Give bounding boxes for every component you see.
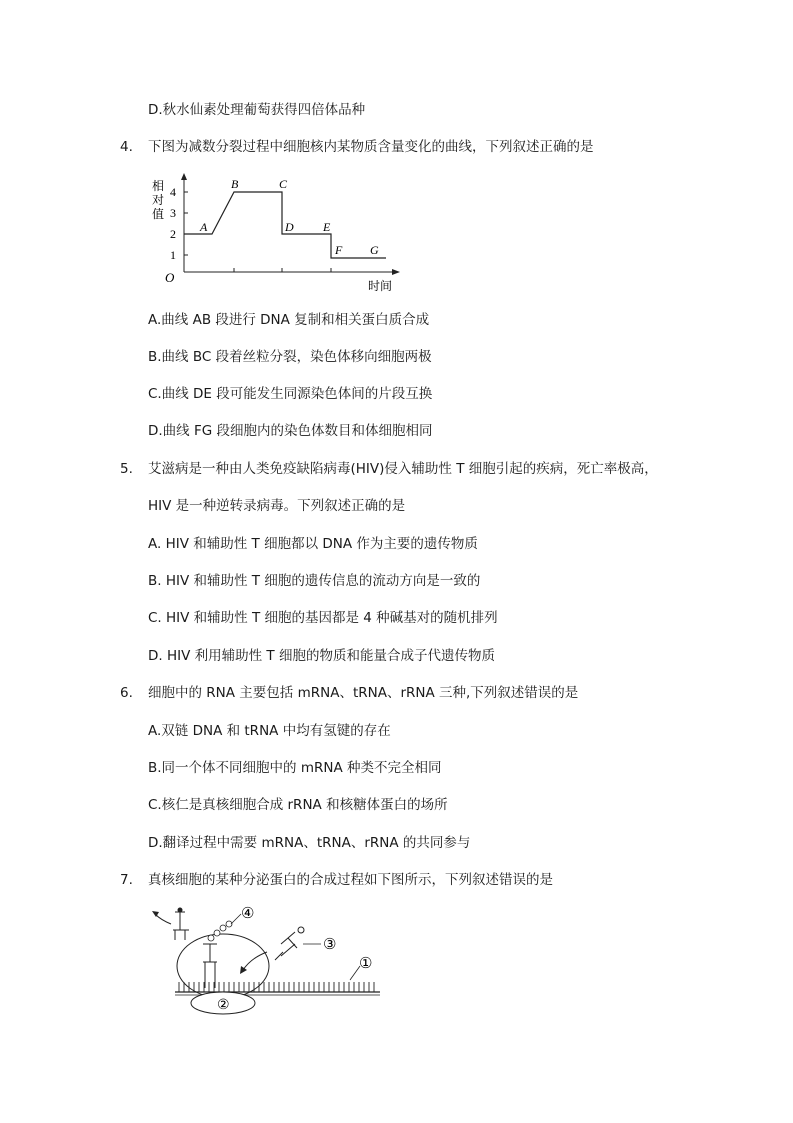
q7-translation-figure bbox=[145, 900, 395, 1020]
q6-option-d: D.翻译过程中需要 mRNA、tRNA、rRNA 的共同参与 bbox=[148, 835, 471, 851]
q5-option-d: D. HIV 利用辅助性 T 细胞的物质和能量合成子代遗传物质 bbox=[148, 648, 495, 664]
q4-option-b: B.曲线 BC 段着丝粒分裂，染色体移向细胞两极 bbox=[148, 349, 432, 365]
exit-arrow bbox=[155, 914, 171, 924]
q3-option-d: D.秋水仙素处理葡萄获得四倍体品种 bbox=[148, 102, 366, 118]
entry-arrowhead bbox=[240, 966, 247, 974]
y-tick-label-3: 3 bbox=[170, 206, 176, 220]
y-tick-label-1: 1 bbox=[170, 248, 176, 262]
origin-label: O bbox=[165, 270, 175, 285]
x-axis-arrow bbox=[392, 269, 400, 275]
point-g-label: G bbox=[370, 243, 379, 257]
q6-option-a: A.双链 DNA 和 tRNA 中均有氢键的存在 bbox=[148, 723, 391, 739]
mrna-bases bbox=[179, 982, 374, 992]
q4-option-c: C.曲线 DE 段可能发生同源染色体间的片段互换 bbox=[148, 386, 433, 402]
label-circled-3: ③ bbox=[323, 937, 337, 953]
q4-number: 4. bbox=[120, 139, 133, 155]
q5-option-c: C. HIV 和辅助性 T 细胞的基因都是 4 种碱基对的随机排列 bbox=[148, 610, 498, 626]
point-a-label: A bbox=[200, 220, 208, 234]
q5-number: 5. bbox=[120, 461, 133, 477]
point-b-label: B bbox=[231, 177, 239, 191]
entry-arrow bbox=[243, 952, 267, 970]
q6-option-b: B.同一个体不同细胞中的 mRNA 种类不完全相同 bbox=[148, 760, 442, 776]
trna-incoming bbox=[275, 927, 304, 960]
q4-figure-chart bbox=[148, 172, 408, 297]
label-circled-4: ④ bbox=[241, 906, 255, 922]
point-e-label: E bbox=[323, 220, 331, 234]
q4-ylabel-3: 值 bbox=[152, 207, 165, 221]
q7-number: 7. bbox=[120, 872, 133, 888]
leader-4 bbox=[231, 914, 241, 924]
q5-option-b: B. HIV 和辅助性 T 细胞的遗传信息的流动方向是一致的 bbox=[148, 573, 481, 589]
label-circled-2: ② bbox=[217, 998, 230, 1013]
q4-stem: 下图为减数分裂过程中细胞核内某物质含量变化的曲线，下列叙述正确的是 bbox=[148, 139, 594, 155]
point-f-label: F bbox=[335, 243, 343, 257]
q4-option-a: A.曲线 AB 段进行 DNA 复制和相关蛋白质合成 bbox=[148, 312, 430, 328]
q4-ylabel-2: 对 bbox=[152, 193, 165, 207]
q5-stem-line2: HIV 是一种逆转录病毒。下列叙述正确的是 bbox=[148, 498, 406, 514]
q6-stem: 细胞中的 RNA 主要包括 mRNA、tRNA、rRNA 三种,下列叙述错误的是 bbox=[148, 685, 579, 701]
q6-number: 6. bbox=[120, 685, 133, 701]
trna-p-site bbox=[203, 944, 217, 988]
point-d-label: D bbox=[285, 220, 294, 234]
q4-ylabel-1: 相 bbox=[152, 179, 165, 193]
q7-stem: 真核细胞的某种分泌蛋白的合成过程如下图所示，下列叙述错误的是 bbox=[148, 872, 553, 888]
peptide-chain bbox=[208, 921, 232, 941]
q6-option-c: C.核仁是真核细胞合成 rRNA 和核糖体蛋白的场所 bbox=[148, 797, 448, 813]
label-circled-1: ① bbox=[359, 956, 373, 972]
q5-stem-line1: 艾滋病是一种由人类免疫缺陷病毒(HIV)侵入辅助性 T 细胞引起的疾病，死亡率极高， bbox=[148, 461, 658, 477]
x-axis-label: 时间 bbox=[368, 279, 393, 293]
point-c-label: C bbox=[279, 177, 288, 191]
q4-option-d: D.曲线 FG 段细胞内的染色体数目和体细胞相同 bbox=[148, 423, 433, 439]
y-tick-label-2: 2 bbox=[170, 227, 176, 241]
y-tick-label-4: 4 bbox=[170, 185, 176, 199]
ribosome-large-subunit bbox=[177, 934, 269, 998]
y-axis-arrow bbox=[181, 173, 187, 180]
q5-option-a: A. HIV 和辅助性 T 细胞都以 DNA 作为主要的遗传物质 bbox=[148, 536, 478, 552]
trna-leaving bbox=[173, 908, 189, 940]
